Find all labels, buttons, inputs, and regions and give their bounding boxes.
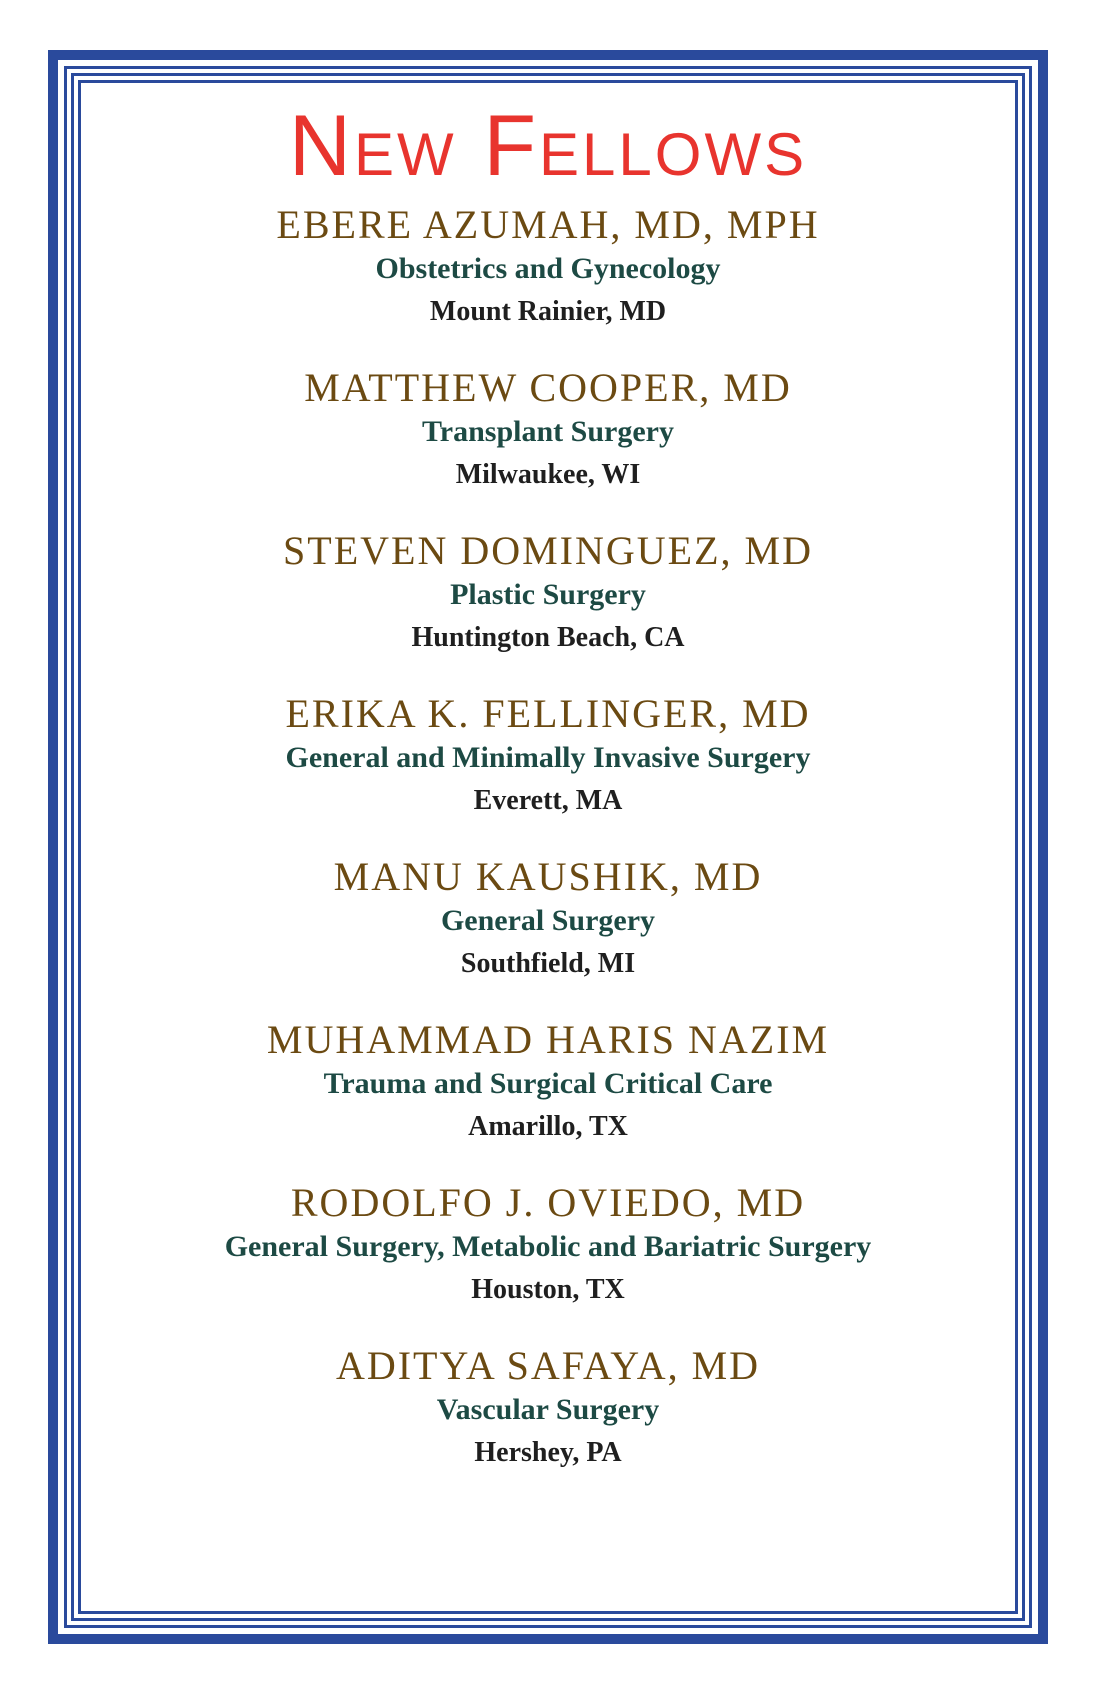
fellow-specialty: General Surgery [440, 904, 656, 937]
fellow-entry [90, 365, 1006, 497]
fellow-location: Everett, MA [473, 785, 623, 816]
fellow-entry [90, 1343, 1006, 1475]
fellow-entry [90, 528, 1006, 660]
fellow-specialty: Trauma and Surgical Critical Care [323, 1067, 773, 1100]
fellow-entry [90, 854, 1006, 986]
fellow-specialty: Plastic Surgery [450, 578, 646, 611]
fellow-entry [90, 1017, 1006, 1149]
fellow-location: Amarillo, TX [468, 1111, 628, 1142]
page-title: New Fellows [288, 98, 808, 194]
fellow-location: Hershey, PA [474, 1437, 622, 1468]
fellow-name: MATTHEW COOPER, MD [304, 365, 792, 410]
fellow-name: ADITYA SAFAYA, MD [335, 1343, 761, 1388]
fellow-name: MUHAMMAD HARIS NAZIM [266, 1017, 830, 1062]
fellow-entry [90, 691, 1006, 823]
fellow-location: Huntington Beach, CA [411, 622, 685, 653]
fellow-location: Southfield, MI [460, 948, 636, 979]
fellow-location: Houston, TX [471, 1274, 625, 1305]
fellow-specialty: General and Minimally Invasive Surgery [285, 741, 811, 774]
fellow-name: ERIKA K. FELLINGER, MD [285, 691, 811, 736]
fellow-location: Mount Rainier, MD [429, 296, 667, 327]
fellow-name: STEVEN DOMINGUEZ, MD [283, 528, 813, 573]
fellow-specialty: Vascular Surgery [436, 1393, 660, 1426]
fellow-specialty: General Surgery, Metabolic and Bariatric Surgery [224, 1230, 872, 1263]
fellow-name: RODOLFO J. OVIEDO, MD [290, 1180, 806, 1225]
fellow-name: MANU KAUSHIK, MD [333, 854, 763, 899]
fellow-entry [90, 1180, 1006, 1312]
fellow-name: EBERE AZUMAH, MD, MPH [276, 202, 820, 247]
fellow-location: Milwaukee, WI [455, 459, 641, 490]
fellows-list [90, 96, 1006, 1506]
fellow-specialty: Transplant Surgery [422, 415, 674, 448]
fellow-specialty: Obstetrics and Gynecology [375, 252, 721, 285]
fellow-entry [90, 202, 1006, 334]
